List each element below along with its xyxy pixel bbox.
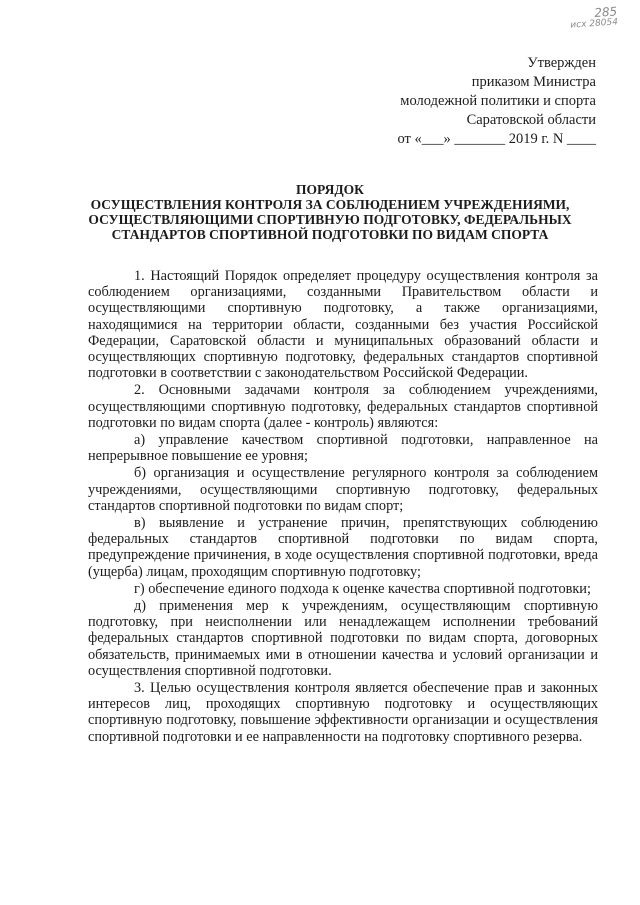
paragraph-2g: г) обеспечение единого подхода к оценке качества спортивной подготовки; — [134, 580, 591, 597]
approval-line: приказом Министра — [471, 74, 596, 90]
title-line: ОСУЩЕСТВЛЯЮЩИМИ СПОРТИВНУЮ ПОДГОТОВКУ, ФЕДЕРАЛЬНЫХ — [88, 212, 572, 227]
title-heading: ПОРЯДОК — [296, 182, 364, 197]
document-title — [70, 182, 590, 242]
approval-line: Утвержден — [527, 55, 596, 71]
approval-date-line: от «___» _______ 2019 г. N ____ — [397, 131, 596, 147]
title-line: СТАНДАРТОВ СПОРТИВНОЙ ПОДГОТОВКИ ПО ВИДАМ СПОРТА — [111, 227, 549, 242]
paragraph-2v: в) выявление и устранение причин, препятствующих соблюдению федеральных стандартов спортивной подготовки по видам спорта, предупреждение причинения, в ходе осуществления спортивной подготовки, вреда (ущерба) лицам, проходящим спортивную подготовку; — [88, 515, 598, 580]
paragraph-2: 2. Основными задачами контроля за соблюдением учреждениями, осуществляющими спортивную подготовку, федеральных стандартов спортивной подготовки по видам спорта (далее - контроль) являются: — [88, 382, 598, 431]
stamp-ref: исх 28054 — [570, 17, 619, 31]
registration-stamp — [570, 6, 619, 31]
document-body — [88, 268, 598, 745]
paragraph-2d: д) применения мер к учреждениям, осуществляющим спортивную подготовку, при неисполнении или ненадлежащем исполнении требований федеральных стандартов спортивной подготовки по видам спорта, договорных обязательств, принимаемых ими в отношении качества и условий организации и осуществления спортивной подготовки. — [88, 598, 598, 679]
paragraph-1: 1. Настоящий Порядок определяет процедуру осуществления контроля за соблюдением организациями, созданными Правительством области и осуществляющими спортивную подготовку, а также организациями, находящимися на территории области, созданными без участия Российской Федерации, Саратовской области и муниципальных образований области и осуществляющих спортивную подготовку, федеральных стандартов спортивной подготовки в соответствии с законодательством Российской Федерации. — [88, 268, 598, 382]
approval-block — [397, 54, 596, 149]
stamp-number: 285 — [594, 4, 619, 20]
paragraph-2a: а) управление качеством спортивной подготовки, направленное на непрерывное повышение ее уровня; — [88, 432, 598, 465]
approval-line: молодежной политики и спорта — [400, 93, 596, 109]
approval-line: Саратовской области — [466, 112, 596, 128]
paragraph-3: 3. Целью осуществления контроля является обеспечение прав и законных интересов лиц, проходящих спортивную подготовку и осуществляющих спортивную подготовку, повышение эффективности организации и осуществления спортивной подготовки и ее направленности на подготовку спортивного резерва. — [88, 680, 598, 745]
paragraph-2b: б) организация и осуществление регулярного контроля за соблюдением учреждениями, осуществляющими спортивную подготовку, федеральных стандартов спортивной подготовки по видам спорт; — [88, 465, 598, 514]
title-line: ОСУЩЕСТВЛЕНИЯ КОНТРОЛЯ ЗА СОБЛЮДЕНИЕМ УЧРЕЖДЕНИЯМИ, — [90, 197, 570, 212]
